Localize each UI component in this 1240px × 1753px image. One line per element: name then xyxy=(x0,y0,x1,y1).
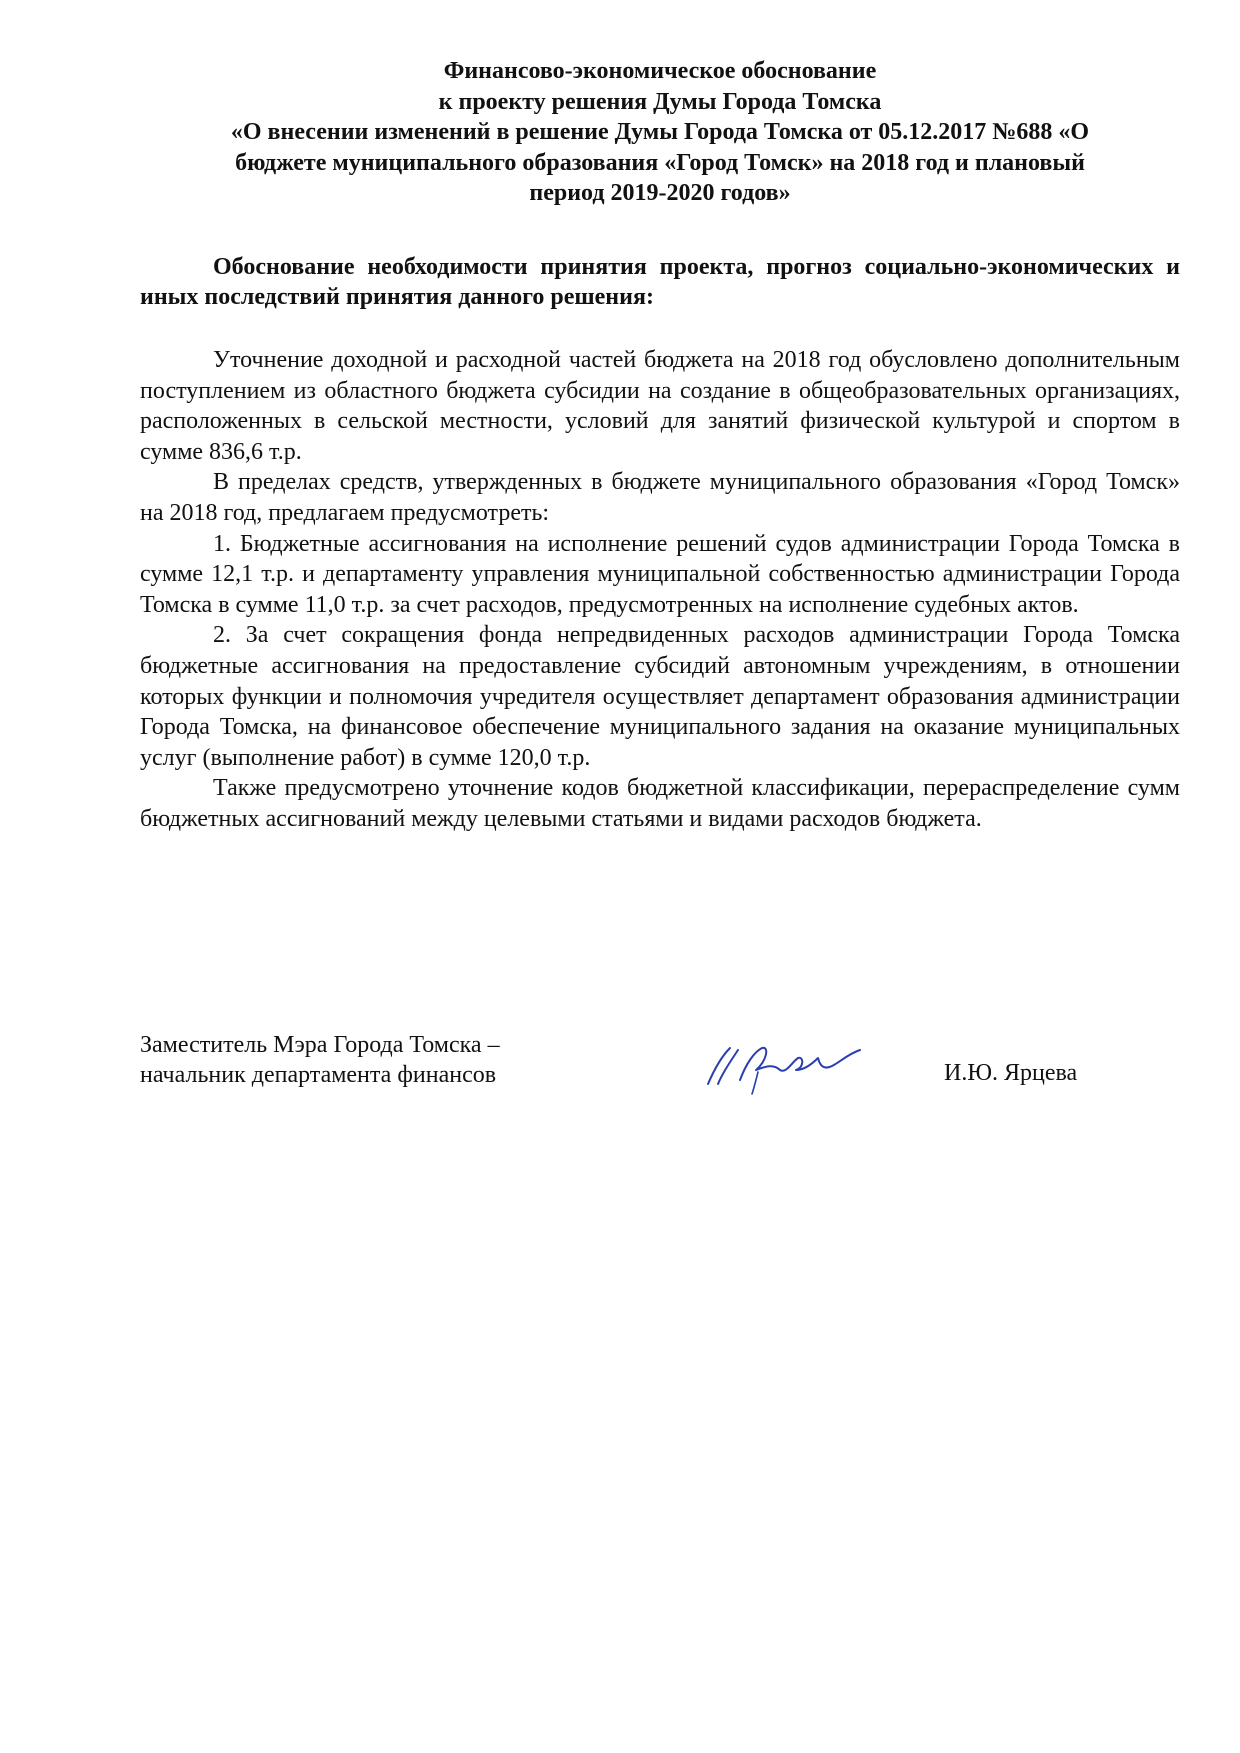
position-line: Заместитель Мэра Города Томска – xyxy=(140,1032,500,1058)
title-line: бюджете муниципального образования «Город Томск» на 2018 год и плановый xyxy=(235,149,1085,176)
title-line: «О внесении изменений в решение Думы Города Томска от 05.12.2017 №688 «О xyxy=(230,119,1090,145)
position-line: начальник департамента финансов xyxy=(140,1062,497,1088)
section-heading: Обоснование необходимости принятия проекта, прогноз социально-экономических и иных последствий принятия данного решения: xyxy=(140,254,1180,310)
paragraph-within-funds: В пределах средств, утвержденных в бюджете муниципального образования «Город Томск» на 2018 год, предлагаем предусмотреть: xyxy=(140,469,1180,526)
title-line: Финансово-экономическое обоснование xyxy=(443,58,877,84)
paragraph-revenue-clarification: Уточнение доходной и расходной частей бюджета на 2018 год обусловлено дополнительным поступлением из областного бюджета субсидии на создание в общеобразовательных организациях, расположенных в сельской местности, условий для занятий физической культурой и спортом в сумме 836,6 т.р. xyxy=(140,347,1180,465)
handwritten-signature xyxy=(700,1040,880,1096)
document-body xyxy=(140,345,1180,835)
paragraph-item-1: 1. Бюджетные ассигнования на исполнение решений судов администрации Города Томска в сумме 12,1 т.р. и департаменту управления муниципальной собственностью администрации Города Томска в сумме 11,0 т.р. за счет расходов, предусмотренных на исполнение судебных актов. xyxy=(140,530,1180,618)
paragraph-item-2: 2. За счет сокращения фонда непредвиденных расходов администрации Города Томска бюджетные ассигнования на предоставление субсидий автономным учреждениям, в отношении которых функции и полномочия учредителя осуществляет департамент образования администрации Города Томска, на финансовое обеспечение муниципального задания на оказание муниципальных услуг (выполнение работ) в сумме 120,0 т.р. xyxy=(140,622,1180,771)
signer-name: И.Ю. Ярцева xyxy=(944,1060,1078,1086)
signatory-position xyxy=(140,1030,500,1090)
title-line: к проекту решения Думы Города Томска xyxy=(438,88,882,115)
document-title xyxy=(140,56,1180,209)
paragraph-classification: Также предусмотрено уточнение кодов бюджетной классификации, перераспределение сумм бюджетных ассигнований между целевыми статьями и видами расходов бюджета. xyxy=(140,775,1180,832)
title-line: период 2019-2020 годов» xyxy=(529,180,791,206)
